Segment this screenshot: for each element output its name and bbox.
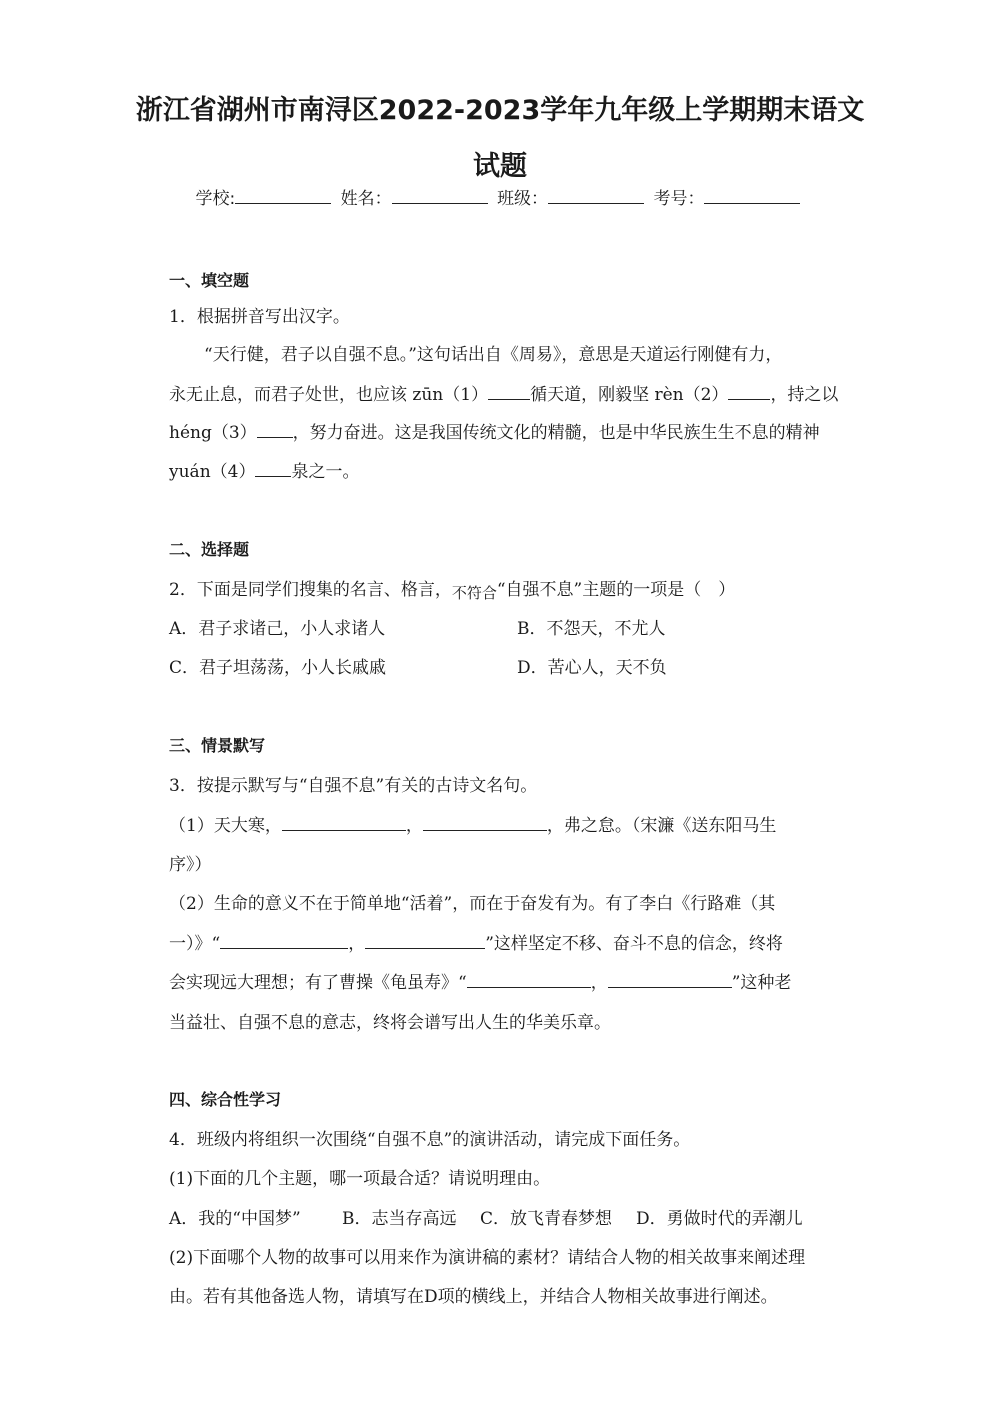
exam-title-line1: 浙江省湖州市南浔区2022-2023学年九年级上学期期末语文 (135, 95, 865, 126)
q3-text: （1）天大寒， (169, 816, 282, 836)
q2-prompt-text: 2．下面是同学们搜集的名言、格言， (169, 580, 452, 600)
school-label: 学校: (195, 189, 236, 209)
q3-1-blank-1[interactable] (282, 816, 406, 831)
q2-option-b[interactable]: B．不怨天，不尤人 (517, 619, 666, 639)
section3-heading: 三、情景默写 (169, 736, 266, 755)
q1-text: ，努力奋进。这是我国传统文化的精髓，也是中华民族生生不息的精神 (292, 423, 820, 443)
q1-text: ，持之以 (770, 385, 839, 405)
q1-paragraph-line3 (169, 418, 820, 443)
q3-text: 会实现远大理想；有了曹操《龟虽寿》“ (169, 973, 467, 993)
q3-text: ， (590, 973, 608, 993)
q1-blank-3[interactable] (257, 423, 293, 438)
q2-emphasis-text: 不符合 (451, 584, 497, 602)
number-label: 考号： (653, 189, 705, 209)
q1-text: yuán（4） (169, 462, 256, 482)
q3-2-line2 (169, 929, 783, 954)
q4-option-d[interactable]: D．勇做时代的弄潮儿 (636, 1209, 803, 1229)
q3-2-blank-3[interactable] (467, 973, 591, 988)
q3-text: ”这种老 (731, 973, 792, 993)
q1-text: héng（3） (169, 423, 257, 443)
q1-blank-4[interactable] (255, 462, 291, 477)
q3-text: ， (348, 934, 366, 954)
q1-text: 泉之一。 (291, 462, 360, 482)
name-label: 姓名： (340, 189, 392, 209)
q1-prompt: 1．根据拼音写出汉字。 (169, 307, 350, 327)
q2-prompt (169, 575, 735, 600)
q1-text: 循天道，刚毅坚 rèn（2） (530, 385, 729, 405)
q3-2-line3 (169, 968, 791, 993)
q4-2-line1: (2)下面哪个人物的故事可以用来作为演讲稿的素材？请结合人物的相关故事来阐述理 (169, 1248, 806, 1268)
q4-option-a[interactable]: A．我的“中国梦” (169, 1209, 301, 1229)
class-label: 班级： (497, 189, 549, 209)
student-info-line (0, 184, 1000, 209)
class-blank[interactable] (548, 187, 644, 204)
q1-text: 永无止息，而君子处世，也应该 zūn（1） (169, 385, 489, 405)
q4-prompt: 4．班级内将组织一次围绕“自强不息”的演讲活动，请完成下面任务。 (169, 1130, 691, 1150)
q2-option-a[interactable]: A．君子求诸己，小人求诸人 (169, 619, 386, 639)
q3-2-blank-1[interactable] (220, 934, 348, 949)
exam-title-line2: 试题 (473, 151, 527, 182)
q3-prompt: 3．按提示默写与“自强不息”有关的古诗文名句。 (169, 776, 538, 796)
q4-option-b[interactable]: B．志当存高远 (342, 1209, 457, 1229)
q3-text: ，弗之怠。（宋濂《送东阳马生 (546, 816, 777, 836)
q3-1-line2: 序》） (169, 855, 212, 875)
q2-prompt-text: “自强不息”主题的一项是（ ） (496, 580, 736, 600)
q4-option-c[interactable]: C．放飞青春梦想 (480, 1209, 613, 1229)
section1-heading: 一、填空题 (169, 271, 250, 290)
q1-paragraph-line1: “天行健，君子以自强不息。”这句话出自《周易》，意思是天道运行刚健有力， (204, 345, 783, 365)
q3-1-blank-2[interactable] (423, 816, 547, 831)
section2-heading: 二、选择题 (169, 540, 250, 559)
q3-2-blank-2[interactable] (365, 934, 485, 949)
q3-2-blank-4[interactable] (608, 973, 732, 988)
name-blank[interactable] (392, 187, 488, 204)
school-blank[interactable] (235, 187, 331, 204)
number-blank[interactable] (704, 187, 800, 204)
q3-1-line1 (169, 811, 776, 836)
section4-heading: 四、综合性学习 (169, 1090, 282, 1109)
q1-blank-1[interactable] (488, 385, 530, 400)
q4-1-prompt: (1)下面的几个主题，哪一项最合适？请说明理由。 (169, 1169, 551, 1189)
q2-option-d[interactable]: D．苦心人，天不负 (517, 658, 667, 678)
q3-text: 一）》“ (169, 934, 221, 954)
q4-2-line2: 由。若有其他备选人物，请填写在D项的横线上，并结合人物相关故事进行阐述。 (169, 1287, 778, 1307)
q3-2-line4: 当益壮、自强不息的意志，终将会谱写出人生的华美乐章。 (169, 1013, 611, 1033)
q3-text: ， (405, 816, 423, 836)
q3-text: ”这样坚定不移、奋斗不息的信念，终将 (485, 934, 783, 954)
q1-paragraph-line2 (169, 380, 838, 405)
q3-2-line1: （2）生命的意义不在于简单地“活着”，而在于奋发有为。有了李白《行路难（其 (169, 894, 776, 914)
q1-paragraph-line4 (169, 457, 359, 482)
q1-blank-2[interactable] (728, 385, 770, 400)
q2-option-c[interactable]: C．君子坦荡荡，小人长戚戚 (169, 658, 387, 678)
